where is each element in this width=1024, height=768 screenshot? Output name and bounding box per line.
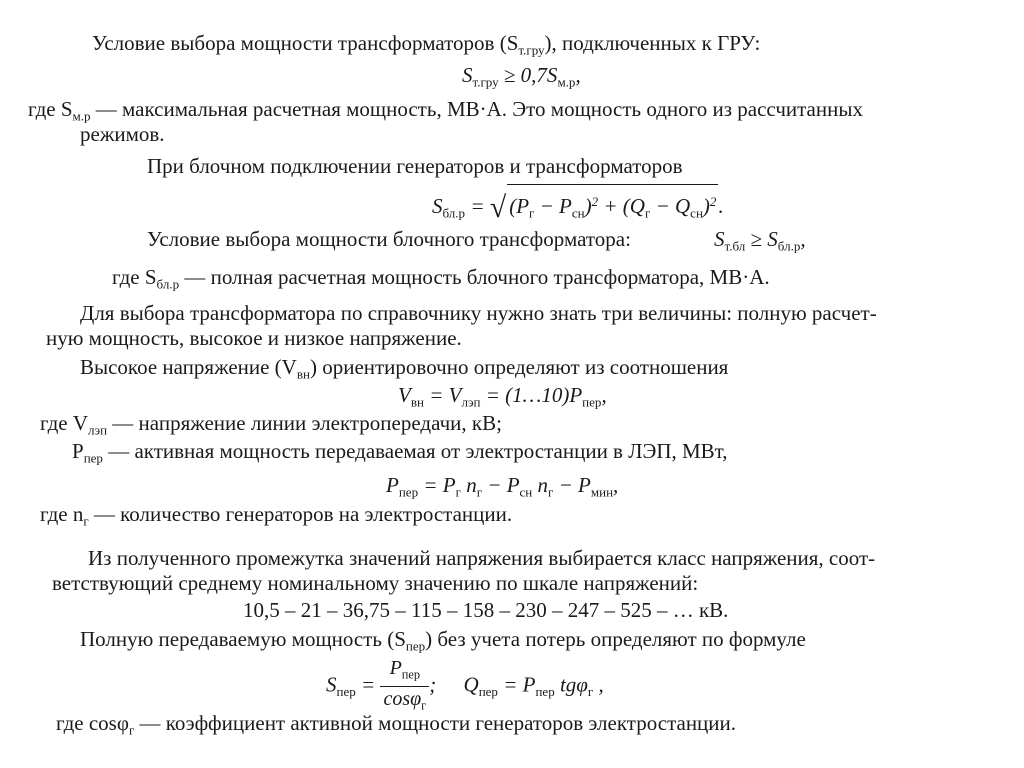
text: Высокое напряжение (V bbox=[80, 355, 297, 379]
subscript: м.р bbox=[72, 108, 91, 124]
formula-text: ; bbox=[429, 672, 437, 697]
formula-text: S bbox=[462, 63, 473, 87]
formula-text: , bbox=[575, 63, 581, 87]
subscript: бл.р bbox=[442, 205, 466, 221]
formula-text: − P bbox=[553, 473, 591, 497]
text: где V bbox=[40, 411, 88, 435]
subscript: т.гру bbox=[518, 42, 545, 58]
formula-text: − P bbox=[534, 194, 572, 219]
text: — коэффициент активной мощности генераторов электростанции. bbox=[134, 711, 737, 735]
subscript: г bbox=[128, 722, 135, 738]
text: ) без учета потерь определяют по формуле bbox=[425, 627, 806, 651]
subscript: мин bbox=[590, 484, 614, 500]
subscript: пер bbox=[398, 484, 419, 500]
formula-power-fraction bbox=[326, 656, 604, 718]
formula-text: − P bbox=[482, 473, 520, 497]
text-line-nominal-scale bbox=[52, 570, 698, 596]
text: 10,5 – 21 – 36,75 – 115 – 158 – 230 – 247 – 525 – … кВ. bbox=[243, 598, 729, 622]
text: — напряжение линии электропередачи, кВ; bbox=[107, 411, 502, 435]
formula-text: , bbox=[800, 227, 806, 251]
formula-text: P bbox=[389, 657, 402, 679]
numerator bbox=[380, 656, 429, 687]
subscript: г bbox=[644, 205, 651, 221]
subscript: пер bbox=[336, 684, 356, 700]
subscript: пер bbox=[535, 684, 555, 700]
formula-text: V bbox=[398, 383, 411, 407]
text: Условие выбора мощности трансформаторов (S bbox=[92, 31, 519, 55]
formula-text: + (Q bbox=[598, 194, 645, 219]
text-line-catalog-selection bbox=[80, 300, 877, 326]
subscript: сн bbox=[571, 205, 585, 221]
text-line-total-power bbox=[80, 626, 806, 660]
text: — активная мощность передаваемая от электростанции в ЛЭП, МВт, bbox=[102, 439, 728, 463]
text: Условие выбора мощности блочного трансформатора: bbox=[147, 227, 631, 251]
formula-gru-condition bbox=[462, 62, 581, 96]
text: ), подключенных к ГРУ: bbox=[544, 31, 761, 55]
subscript: г bbox=[548, 484, 554, 500]
formula-text: S bbox=[714, 227, 725, 251]
text-line-block-transformer-condition bbox=[147, 226, 631, 252]
subscript: пер bbox=[478, 684, 498, 700]
formula-text: = P bbox=[497, 672, 536, 697]
subscript: г bbox=[587, 684, 594, 700]
subscript: г bbox=[421, 698, 427, 713]
text-line-ng-definition bbox=[40, 501, 512, 535]
subscript: вн bbox=[410, 394, 424, 410]
text: где cosφ bbox=[56, 711, 129, 735]
formula-text: (P bbox=[509, 194, 530, 219]
subscript: т.гру bbox=[472, 74, 499, 90]
subscript: сн bbox=[690, 205, 703, 221]
text: режимов. bbox=[80, 122, 165, 146]
subscript: бл.р bbox=[777, 238, 801, 254]
subscript: пер bbox=[83, 450, 103, 466]
formula-text: ≥ S bbox=[745, 227, 778, 251]
text: При блочном подключении генераторов и трансформаторов bbox=[147, 154, 683, 178]
text-line-power-factor-definition bbox=[56, 710, 736, 744]
text: P bbox=[72, 439, 84, 463]
text-line-voltage-class bbox=[88, 545, 875, 571]
subscript: вн bbox=[296, 366, 310, 382]
text-line-condition-gru bbox=[92, 30, 760, 64]
formula-text: P bbox=[386, 473, 399, 497]
subscript: лэп bbox=[88, 422, 108, 438]
formula-text: n bbox=[460, 473, 477, 497]
formula-text: = bbox=[465, 194, 490, 219]
text: где S bbox=[112, 265, 157, 289]
formula-text: − Q bbox=[650, 194, 691, 219]
text: ную мощность, высокое и низкое напряжение. bbox=[46, 326, 462, 350]
sqrt-symbol: √ bbox=[489, 191, 507, 225]
text: Полную передаваемую мощность (S bbox=[80, 627, 406, 651]
text-line-voltages bbox=[46, 325, 462, 351]
formula-block-transformer-condition bbox=[714, 226, 806, 260]
text: Для выбора трансформатора по справочнику нужно знать три величины: полную расчет- bbox=[80, 301, 877, 325]
subscript: г bbox=[476, 484, 483, 500]
subscript: сн bbox=[519, 484, 533, 500]
subscript: бл.р bbox=[156, 276, 180, 292]
formula-text: , bbox=[613, 473, 619, 497]
formula-text: = V bbox=[423, 383, 462, 407]
formula-text: . bbox=[718, 194, 724, 219]
formula-text: S bbox=[432, 194, 443, 219]
formula-text: = P bbox=[418, 473, 456, 497]
formula-text: = (1…10)P bbox=[480, 383, 583, 407]
subscript: м.р bbox=[557, 74, 576, 90]
text: ) ориентировочно определяют из соотношения bbox=[309, 355, 729, 379]
subscript: пер bbox=[582, 394, 602, 410]
text-line-modes bbox=[80, 121, 165, 147]
subscript: пер bbox=[401, 667, 421, 682]
superscript: 2 bbox=[709, 194, 717, 209]
formula-text: , bbox=[593, 672, 604, 697]
subscript: г bbox=[455, 484, 461, 500]
subscript: г bbox=[83, 513, 89, 529]
text: — полная расчетная мощность блочного трансформатора, МВ·А. bbox=[179, 265, 770, 289]
formula-block-power bbox=[432, 184, 724, 231]
text: — количество генераторов на электростанции. bbox=[88, 502, 513, 526]
formula-text: , bbox=[601, 383, 607, 407]
subscript: пер bbox=[405, 638, 426, 654]
text-line-pper-definition bbox=[72, 438, 728, 472]
formula-text: ≥ 0,7S bbox=[498, 63, 558, 87]
text-line-voltage-scale bbox=[243, 597, 728, 623]
formula-text: n bbox=[532, 473, 549, 497]
formula-text: cosφ bbox=[383, 688, 422, 711]
text: ветствующий среднему номинальному значению по шкале напряжений: bbox=[52, 571, 699, 595]
subscript: лэп bbox=[461, 394, 481, 410]
formula-text: S bbox=[326, 672, 337, 697]
text-line-block-connection bbox=[147, 153, 683, 179]
formula-text: = bbox=[355, 672, 376, 697]
text: Из полученного промежутка значений напряжения выбирается класс напряжения, соот- bbox=[88, 546, 876, 570]
formula-text: tgφ bbox=[554, 672, 588, 697]
superscript: 2 bbox=[591, 194, 599, 209]
formula-text: ) bbox=[702, 194, 710, 219]
fraction bbox=[380, 656, 429, 718]
radicand bbox=[507, 184, 718, 231]
subscript: т.бл bbox=[724, 238, 746, 254]
formula-text: Q bbox=[463, 672, 479, 697]
text: где S bbox=[28, 97, 73, 121]
subscript: г bbox=[529, 205, 535, 221]
formula-text: ) bbox=[584, 194, 592, 219]
text: где n bbox=[40, 502, 84, 526]
text-line-sblr-definition bbox=[112, 264, 770, 298]
text: — максимальная расчетная мощность, МВ·А. Это мощность одного из рассчитанных bbox=[90, 97, 863, 121]
